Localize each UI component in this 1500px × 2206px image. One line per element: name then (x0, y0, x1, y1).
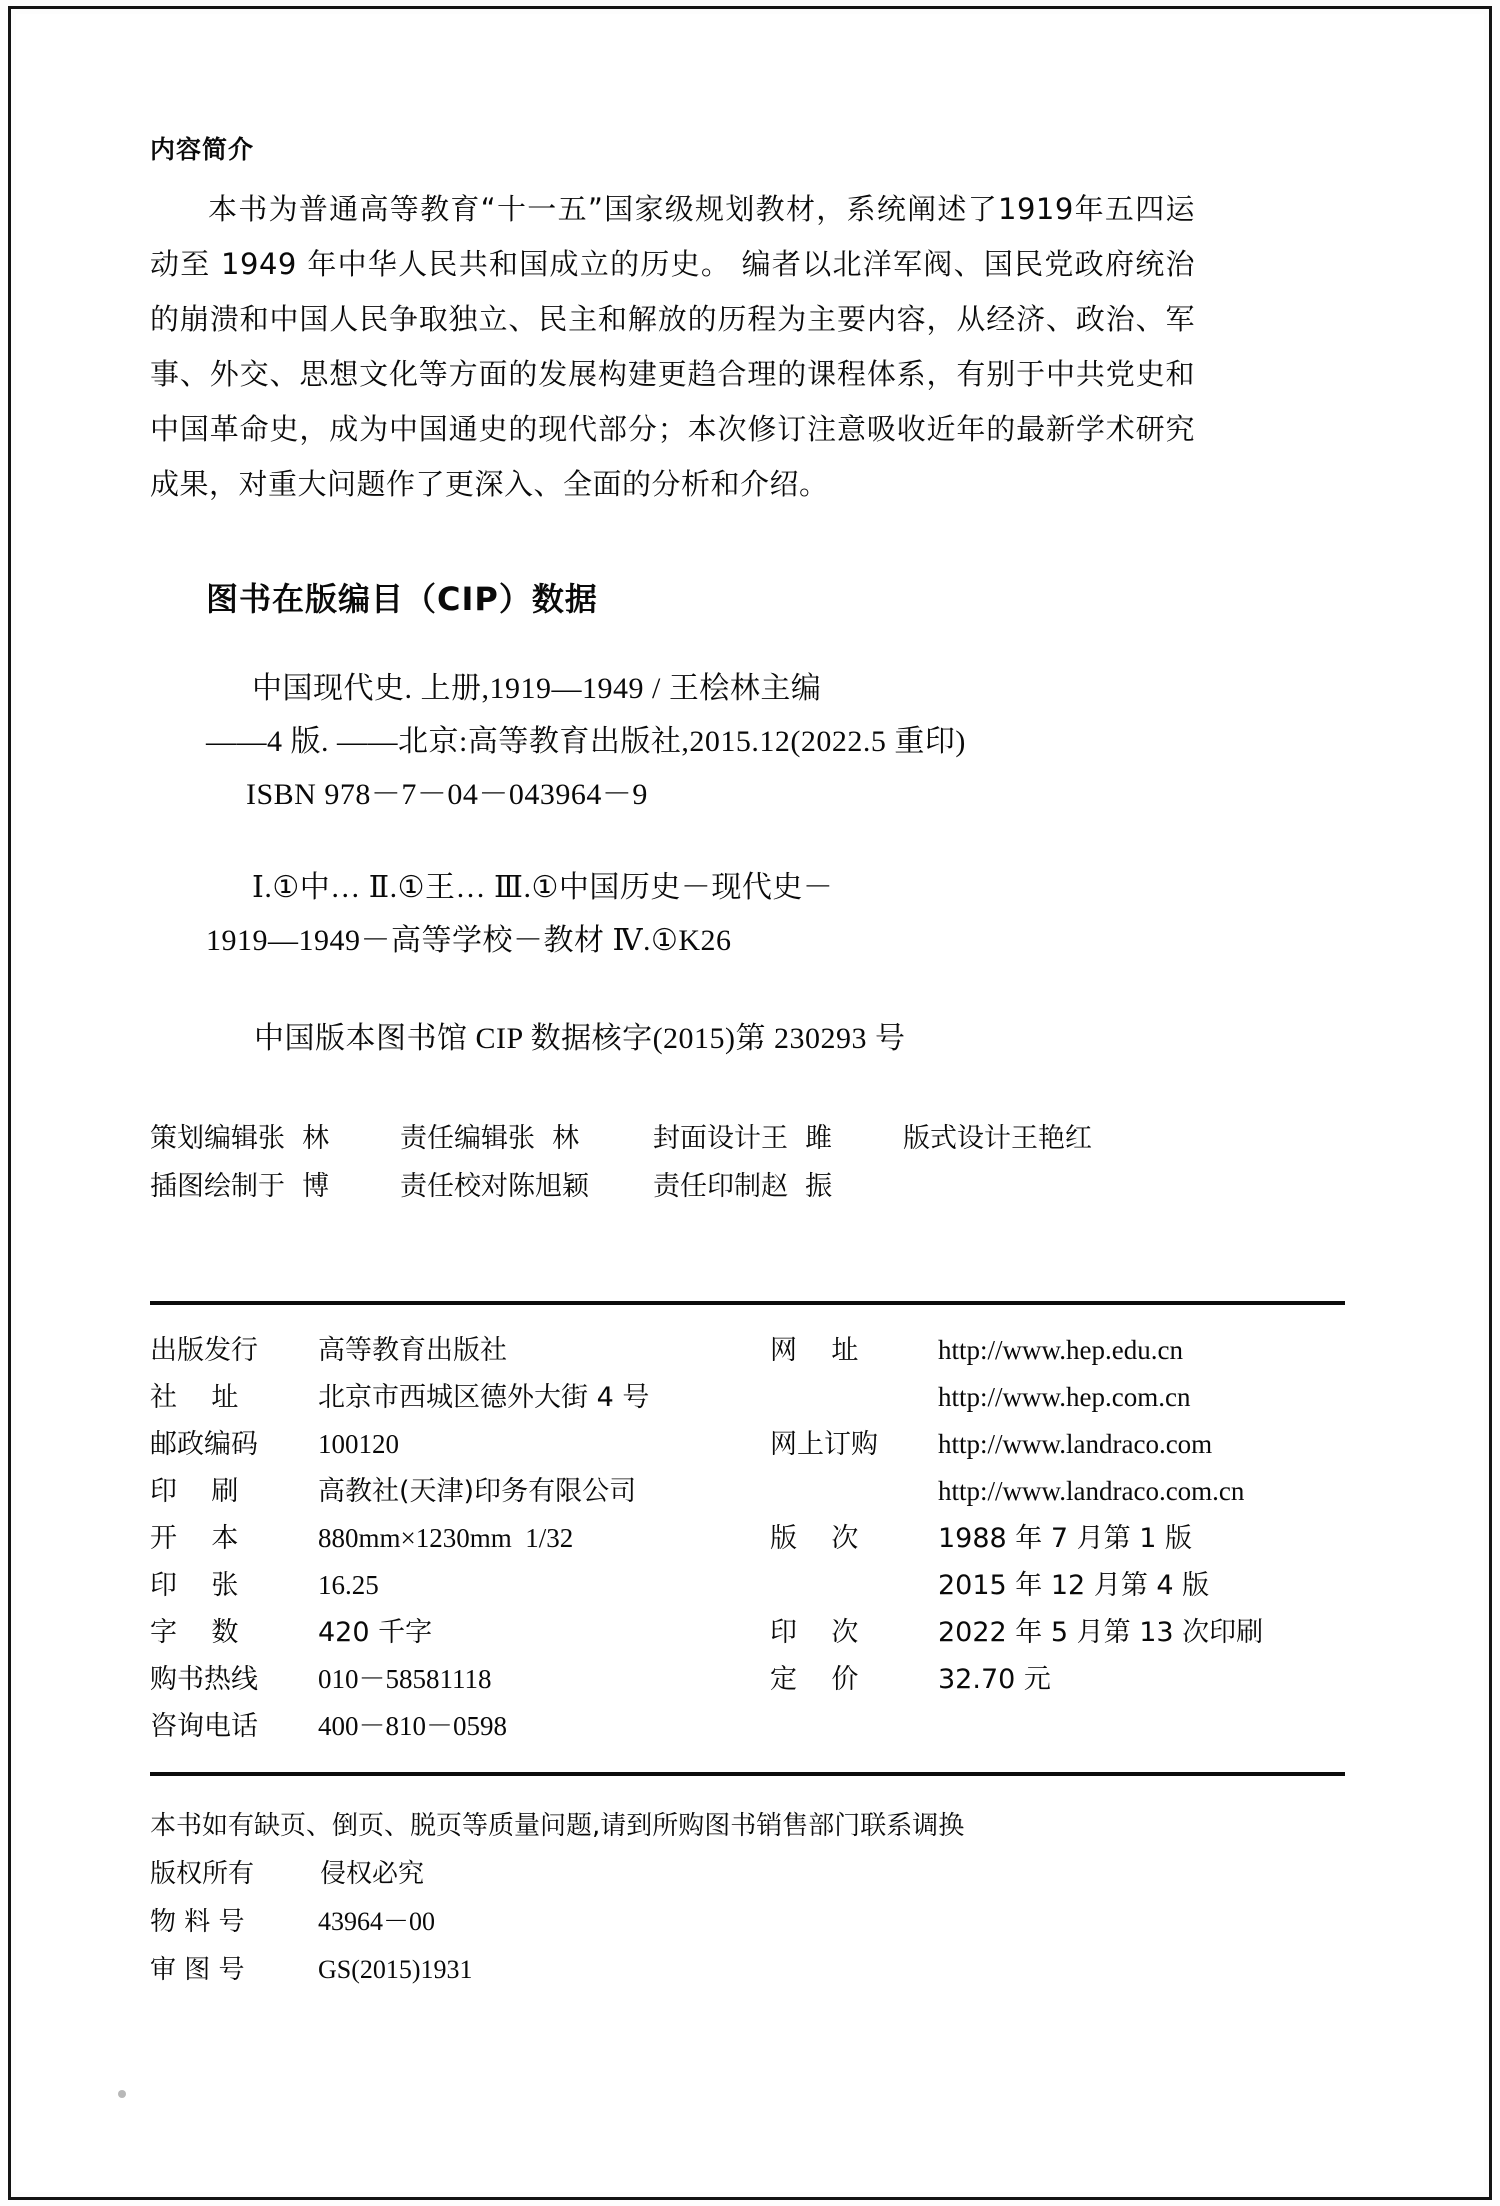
imprint-row-edition (770, 1515, 1345, 1562)
credit-value: 王 雎 (761, 1123, 833, 1154)
intro-heading: 内容简介 (150, 135, 255, 164)
imprint-label: 网上订购 (770, 1429, 878, 1460)
intro-body-paragraph: 本书为普通高等教育“十一五”国家级规划教材，系统阐述了1919年五四运动至 1949 年中华人民共和国成立的历史。 编者以北洋军阀、国民党政府统治的崩溃和中国人民争取独立、民主和解放的历程为主要内容，从经济、政治、军事、外交、思想文化等方面的发展构建更趋合理的课程体系，有别于中共党史和中国革命史，成为中国通史的现代部分；本次修订注意吸收近年的最新学术研究成果，对重大问题作了更深入、全面的分析和介绍。 (150, 192, 1195, 501)
imprint-value: 北京市西城区德外大街 4 号 (318, 1382, 650, 1413)
map-approval-value: GS(2015)1931 (318, 1955, 473, 1984)
imprint-row-wordcount (150, 1609, 770, 1656)
cip-line-classification-b: 1919—1949－高等学校－教材 Ⅳ.①K26 (206, 924, 732, 957)
credit-label: 封面设计 (653, 1123, 761, 1154)
credit-value: 张 林 (258, 1123, 330, 1154)
cip-line-classification-a: Ⅰ.①中… Ⅱ.①王… Ⅲ.①中国历史－现代史－ (252, 871, 834, 904)
imprint-row-edition-current (770, 1562, 1345, 1609)
imprint-value: 880mm×1230mm 1/32 (318, 1523, 574, 1553)
imprint-value-url[interactable]: http://www.landraco.com (938, 1429, 1213, 1459)
cip-line-isbn: ISBN 978－7－04－043964－9 (246, 778, 648, 811)
credit-label: 版式设计 (903, 1123, 1011, 1154)
imprint-row-format (150, 1515, 770, 1562)
credits-block (150, 1115, 1350, 1211)
imprint-label: 出版发行 (150, 1335, 258, 1366)
imprint-row-website-alt (770, 1374, 1345, 1421)
map-approval-label: 审 图 号 (150, 1955, 245, 1985)
cip-record (206, 662, 1350, 967)
credit-label: 责任校对 (400, 1171, 508, 1202)
imprint-left-column (150, 1327, 770, 1750)
imprint-row-order-hotline (150, 1656, 770, 1703)
imprint-value: 420 千字 (318, 1617, 433, 1648)
imprint-row-address (150, 1374, 770, 1421)
imprint-row-postcode (150, 1421, 770, 1468)
cip-line-title: 中国现代史. 上册,1919—1949 / 王桧林主编 (252, 672, 822, 705)
material-number-value: 43964－00 (318, 1907, 436, 1936)
credits-row (150, 1163, 1350, 1211)
imprint-value: 32.70 元 (938, 1664, 1051, 1695)
cip-core-number: 中国版本图书馆 CIP 数据核字(2015)第 230293 号 (254, 1022, 906, 1055)
copyright-row (150, 1850, 1350, 1898)
imprint-bottom-rule (150, 1772, 1345, 1776)
credit-label: 责任编辑 (400, 1123, 508, 1154)
imprint-row-price (770, 1656, 1345, 1703)
material-number-label: 物 料 号 (150, 1907, 245, 1937)
imprint-value-url[interactable]: http://www.hep.com.cn (938, 1382, 1191, 1412)
imprint-value: 1988 年 7 月第 1 版 (938, 1523, 1192, 1554)
imprint-right-column (770, 1327, 1345, 1750)
imprint-top-rule (150, 1301, 1345, 1305)
imprint-label: 购书热线 (150, 1664, 258, 1695)
credit-value: 陈旭颖 (508, 1171, 589, 1202)
imprint-value: 100120 (318, 1429, 399, 1459)
footer-block (150, 1802, 1350, 1994)
credit-label: 责任印制 (653, 1171, 761, 1202)
credit-label: 插图绘制 (150, 1171, 258, 1202)
imprint-row-inquiry-phone (150, 1703, 770, 1750)
imprint-row-online-order-alt (770, 1468, 1345, 1515)
credit-value: 于 博 (258, 1171, 330, 1202)
credit-value: 王艳红 (1011, 1123, 1092, 1154)
imprint-row-online-order (770, 1421, 1345, 1468)
quality-notice: 本书如有缺页、倒页、脱页等质量问题,请到所购图书销售部门联系调换 (150, 1811, 965, 1841)
imprint-label: 版 次 (770, 1523, 859, 1554)
imprint-row-printer (150, 1468, 770, 1515)
credit-value: 赵 振 (761, 1171, 833, 1202)
imprint-label: 字 数 (150, 1617, 239, 1648)
imprint-value-url[interactable]: http://www.hep.edu.cn (938, 1335, 1183, 1365)
imprint-label: 网 址 (770, 1335, 859, 1366)
imprint-row-website (770, 1327, 1345, 1374)
imprint-label: 印 张 (150, 1570, 239, 1601)
credit-label: 策划编辑 (150, 1123, 258, 1154)
imprint-row-printing (770, 1609, 1345, 1656)
imprint-label: 邮政编码 (150, 1429, 258, 1460)
material-number-row (150, 1898, 1350, 1946)
imprint-value: 010－58581118 (318, 1664, 492, 1694)
imprint-label: 开 本 (150, 1523, 239, 1554)
imprint-row-publisher (150, 1327, 770, 1374)
cip-spacer (206, 821, 1350, 861)
imprint-label: 社 址 (150, 1382, 239, 1413)
copyright-label: 版权所有 (150, 1859, 255, 1889)
imprint-value: 400－810－0598 (318, 1711, 507, 1741)
imprint-table (150, 1327, 1350, 1750)
imprint-label: 印 次 (770, 1617, 859, 1648)
imprint-row-sheets (150, 1562, 770, 1609)
imprint-value: 2022 年 5 月第 13 次印刷 (938, 1617, 1264, 1648)
cip-section-title: 图书在版编目（CIP）数据 (206, 580, 598, 618)
imprint-label: 印 刷 (150, 1476, 239, 1507)
scan-speck (118, 2090, 126, 2098)
imprint-label: 咨询电话 (150, 1711, 258, 1742)
credit-value: 张 林 (508, 1123, 580, 1154)
imprint-value: 2015 年 12 月第 4 版 (938, 1570, 1210, 1601)
credits-row (150, 1115, 1350, 1163)
copyright-value: 侵权必究 (320, 1859, 425, 1889)
page-content (150, 130, 1350, 1994)
imprint-label: 定 价 (770, 1664, 859, 1695)
imprint-value-url[interactable]: http://www.landraco.com.cn (938, 1476, 1245, 1506)
map-approval-row (150, 1946, 1350, 1994)
imprint-value: 高等教育出版社 (318, 1335, 507, 1366)
cip-line-edition: ——4 版. ——北京:高等教育出版社,2015.12(2022.5 重印) (206, 725, 966, 758)
imprint-value: 16.25 (318, 1570, 379, 1600)
imprint-value: 高教社(天津)印务有限公司 (318, 1476, 637, 1507)
